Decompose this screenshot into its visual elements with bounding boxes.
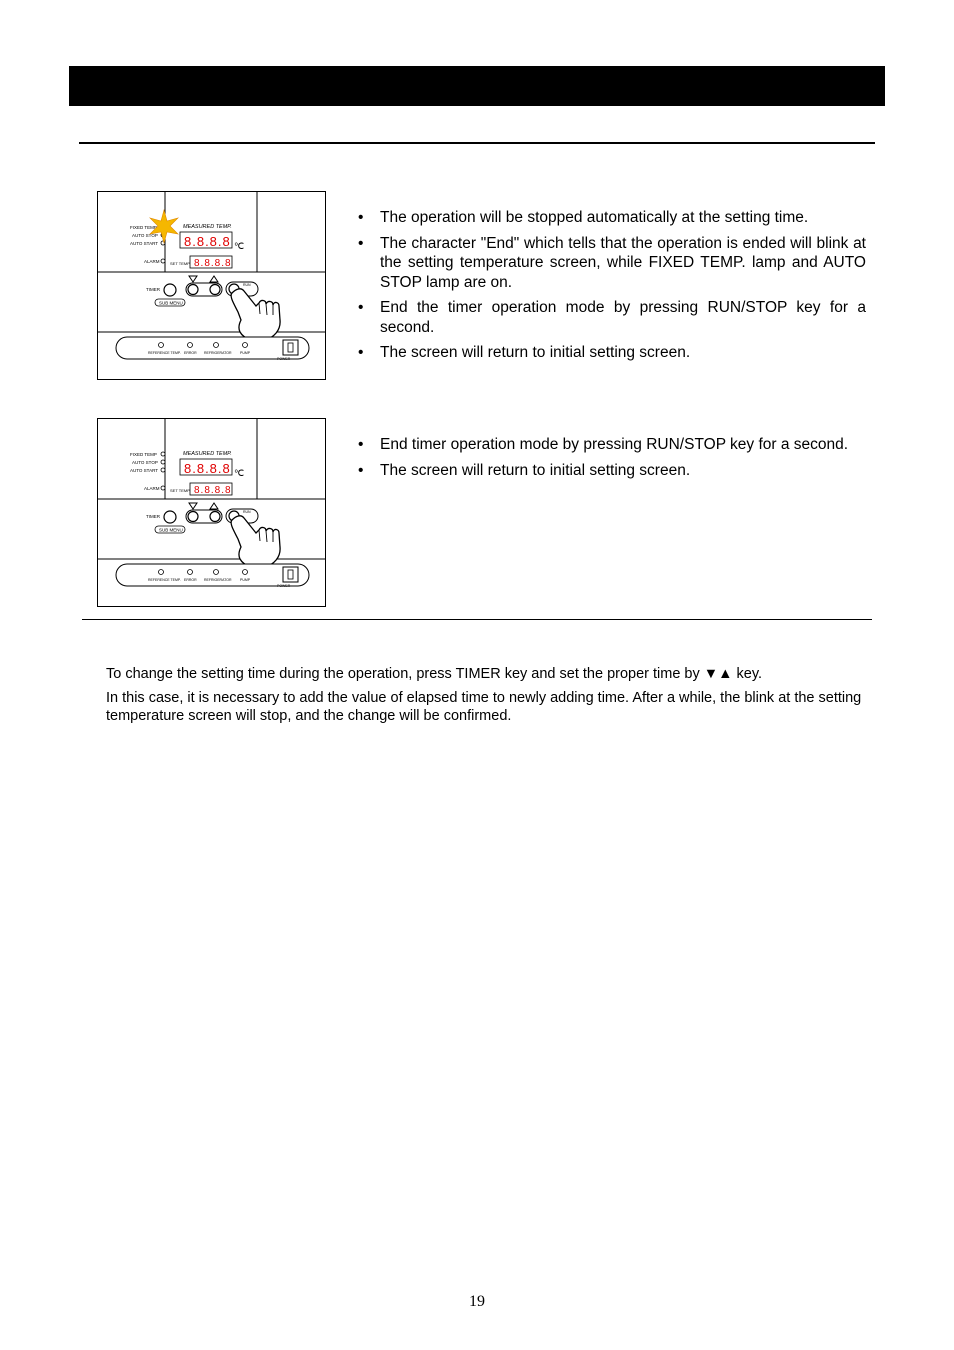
bottom-label-refrigerator: REFRIGERATOR [204, 351, 232, 355]
list-item: • The screen will return to initial setting screen. [358, 344, 691, 361]
list-item: • The screen will return to initial setting screen. [358, 461, 691, 479]
set-temp-digits: 8.8.8.8 [194, 258, 232, 269]
lamp-fixed-temp-label: FIXED TEMP [130, 452, 157, 457]
lamp-auto-start-label: AUTO START [130, 241, 159, 246]
temp-display-digits: 8.8.8.8 [184, 234, 231, 249]
celsius-unit: ℃ [234, 468, 245, 478]
down-key-button[interactable] [188, 285, 198, 295]
timer-key-button[interactable] [164, 511, 176, 523]
pressing-hand-icon [231, 516, 280, 568]
bottom-label-reference: REFERENCE TEMP. [148, 351, 181, 355]
list-item: • The character "End" which tells that the operation is ended will blink at the setting temperature screen, while FIXED TEMP. lamp and AUTO STOP lamp are on. [358, 234, 866, 291]
lamp-auto-stop-label: AUTO STOP [132, 233, 158, 238]
bottom-label-error: ERROR [184, 351, 197, 355]
lamp-auto-start-label: AUTO START [130, 468, 159, 473]
measured-temp-label: MEASURED TEMP. [183, 451, 232, 457]
bottom-label-refrigerator: REFRIGERATOR [204, 578, 232, 582]
timer-key-label: TIMER [146, 514, 160, 519]
bullet-dot: • [358, 299, 364, 316]
bottom-label-pump: PUMP [240, 351, 251, 355]
up-key-button[interactable] [210, 512, 220, 522]
timer-key-label: TIMER [146, 287, 160, 292]
sub-menu-label: SUB MENU [159, 527, 183, 533]
lamp-alarm-label: ALARM [144, 486, 160, 491]
run-label: RUN [243, 283, 251, 287]
timer-key-button[interactable] [164, 284, 176, 296]
set-temp-label: SET TEMP. [170, 488, 191, 493]
note-paragraph-2: In this case, it is necessary to add the value of elapsed time to newly adding time. After a while, the blink at the setting temperature screen will stop, and the change will be confirmed. [106, 690, 862, 724]
lamp-fixed-temp-label: FIXED TEMP [130, 225, 157, 230]
up-arrow-icon [210, 276, 218, 282]
bullet-dot: • [358, 461, 364, 479]
set-temp-digits: 8.8.8.8 [194, 485, 232, 496]
list-item: • End the timer operation mode by pressing RUN/STOP key for a second. [358, 299, 866, 336]
bottom-label-pump: PUMP [240, 578, 251, 582]
bullet-dot: • [358, 209, 364, 226]
section-divider [79, 142, 875, 144]
bottom-label-reference: REFERENCE TEMP. [148, 578, 181, 582]
run-label: RUN [243, 510, 251, 514]
measured-temp-label: MEASURED TEMP. [183, 224, 232, 230]
note-paragraph-1: To change the setting time during the operation, press TIMER key and set the proper time by ▼▲ key. [106, 666, 763, 682]
bullet-dot: • [358, 436, 364, 453]
up-key-button[interactable] [210, 285, 220, 295]
bullet-dot: • [358, 344, 364, 361]
down-arrow-icon [189, 503, 197, 509]
end-bullet-list [358, 208, 866, 369]
control-panel-diagram-stop [97, 418, 326, 607]
down-arrow-icon [189, 276, 197, 282]
lamp-alarm-label: ALARM [144, 259, 160, 264]
list-item: • End timer operation mode by pressing RUN/STOP key for a second. [358, 436, 849, 453]
stop-bullet-list [358, 435, 866, 486]
bullet-dot: • [358, 234, 364, 252]
control-panel-diagram-end [97, 191, 326, 380]
celsius-unit: ℃ [234, 241, 245, 251]
lamp-auto-stop-label: AUTO STOP [132, 460, 158, 465]
set-temp-label: SET TEMP. [170, 261, 191, 266]
down-key-button[interactable] [188, 512, 198, 522]
page-number: 19 [469, 1293, 485, 1310]
list-item: • The operation will be stopped automatically at the setting time. [358, 209, 809, 226]
power-label: POWER [277, 357, 291, 361]
section-header-bar [69, 66, 885, 106]
temp-display-digits: 8.8.8.8 [184, 461, 231, 476]
bottom-label-error: ERROR [184, 578, 197, 582]
power-label: POWER [277, 584, 291, 588]
sub-menu-label: SUB MENU [159, 300, 183, 306]
section-divider-bottom [82, 619, 872, 620]
pressing-hand-icon [231, 289, 280, 341]
up-arrow-icon [210, 503, 218, 509]
